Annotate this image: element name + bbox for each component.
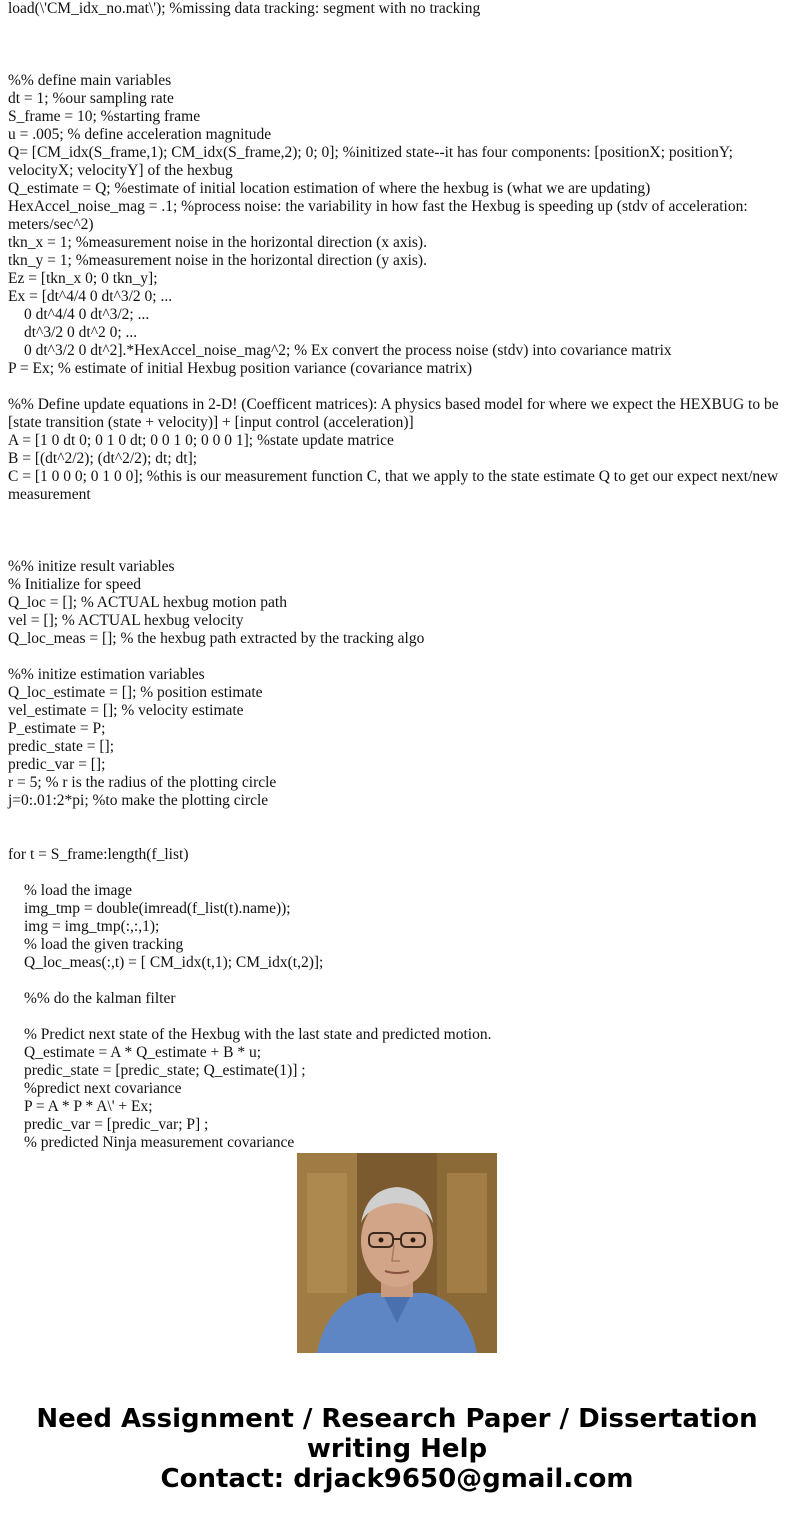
banner-line-1: Need Assignment / Research Paper / Dissertation [36,1404,758,1434]
code-line [8,522,790,540]
code-line [8,648,790,666]
code-line: %% define main variables [8,72,172,89]
code-line: Q_loc = []; % ACTUAL hexbug motion path [8,594,287,611]
contact-banner [0,1404,794,1494]
code-line: % load the given tracking [24,936,184,953]
code-line: for t = S_frame:length(f_list) [8,846,189,863]
code-line: A = [1 0 dt 0; 0 1 0 dt; 0 0 1 0; 0 0 0 1]; %state update matrice [8,432,394,449]
code-line: Ez = [tkn_x 0; 0 tkn_y]; [8,270,158,287]
code-line: P = A * P * A\' + Ex; [24,1098,153,1115]
code-line: Q_loc_estimate = []; % position estimate [8,684,263,701]
code-line: predic_var = [predic_var; P] ; [24,1116,209,1133]
code-line: P = Ex; % estimate of initial Hexbug position variance (covariance matrix) [8,360,472,377]
code-line: HexAccel_noise_mag = .1; %process noise: the variability in how fast the Hexbug is speeding up (stdv of acceleration: meters/sec^2) [8,198,752,233]
code-line: %% initize estimation variables [8,666,205,683]
code-line: load(\'CM_idx_no.mat\'); %missing data tracking: segment with no tracking [8,0,481,17]
code-line [8,378,790,396]
code-line: tkn_y = 1; %measurement noise in the horizontal direction (y axis). [8,252,427,269]
code-line: Q_estimate = A * Q_estimate + B * u; [24,1044,262,1061]
code-line: % Predict next state of the Hexbug with the last state and predicted motion. [24,1026,492,1043]
code-line: C = [1 0 0 0; 0 1 0 0]; %this is our measurement function C, that we apply to the state estimate Q to get our expect next/new measurement [8,468,783,503]
author-portrait-image [297,1153,497,1353]
code-line: %% Define update equations in 2-D! (Coefficent matrices): A physics based model for where we expect the HEXBUG to be [state transition (state + velocity)] + [input control (acceleration)] [8,396,783,431]
banner-line-2: writing Help [306,1434,488,1464]
code-line: dt^3/2 0 dt^2 0; ... [24,324,138,341]
code-line: r = 5; % r is the radius of the plotting circle [8,774,277,791]
code-line: 0 dt^3/2 0 dt^2].*HexAccel_noise_mag^2; % Ex convert the process noise (stdv) into covariance matrix [24,342,672,359]
code-line: tkn_x = 1; %measurement noise in the horizontal direction (x axis). [8,234,427,251]
code-line: u = .005; % define acceleration magnitude [8,126,272,143]
code-line [8,504,790,522]
code-line: Ex = [dt^4/4 0 dt^3/2 0; ... [8,288,173,305]
banner-contact-line: Contact: drjack9650@gmail.com [160,1464,634,1494]
code-line: Q_loc_meas = []; % the hexbug path extracted by the tracking algo [8,630,425,647]
code-line: img = img_tmp(:,:,1); [24,918,160,935]
code-line: predic_var = []; [8,756,106,773]
code-line: B = [(dt^2/2); (dt^2/2); dt; dt]; [8,450,198,467]
code-line: 0 dt^4/4 0 dt^3/2; ... [24,306,150,323]
code-line: j=0:.01:2*pi; %to make the plotting circle [8,792,269,809]
code-line: vel_estimate = []; % velocity estimate [8,702,244,719]
code-line: S_frame = 10; %starting frame [8,108,201,125]
code-line [8,540,790,558]
code-line: dt = 1; %our sampling rate [8,90,174,107]
code-line: %% initize result variables [8,558,175,575]
code-line [8,18,790,36]
code-line: predic_state = [predic_state; Q_estimate(1)] ; [24,1062,306,1079]
code-line: %% do the kalman filter [24,990,176,1007]
code-line: % predicted Ninja measurement covariance [24,1134,295,1151]
code-line [8,972,790,990]
code-line: predic_state = []; [8,738,115,755]
code-line: P_estimate = P; [8,720,106,737]
code-line: Q_loc_meas(:,t) = [ CM_idx(t,1); CM_idx(t,2)]; [24,954,324,971]
code-line: vel = []; % ACTUAL hexbug velocity [8,612,244,629]
code-lines [8,0,790,1152]
code-line: %predict next covariance [24,1080,182,1097]
code-line [8,36,790,54]
code-line [8,810,790,828]
author-photo [297,1153,497,1353]
code-line [8,1008,790,1026]
code-line: Q= [CM_idx(S_frame,1); CM_idx(S_frame,2); 0; 0]; %initized state--it has four components: [positionX; positionY; velocityX; velocityY] of the hexbug [8,144,737,179]
code-line [8,864,790,882]
code-line: % Initialize for speed [8,576,141,593]
code-line [8,54,790,72]
code-line [8,828,790,846]
code-line: % load the image [24,882,133,899]
code-line: Q_estimate = Q; %estimate of initial location estimation of where the hexbug is (what we are updating) [8,180,651,197]
code-line: img_tmp = double(imread(f_list(t).name)); [24,900,291,917]
